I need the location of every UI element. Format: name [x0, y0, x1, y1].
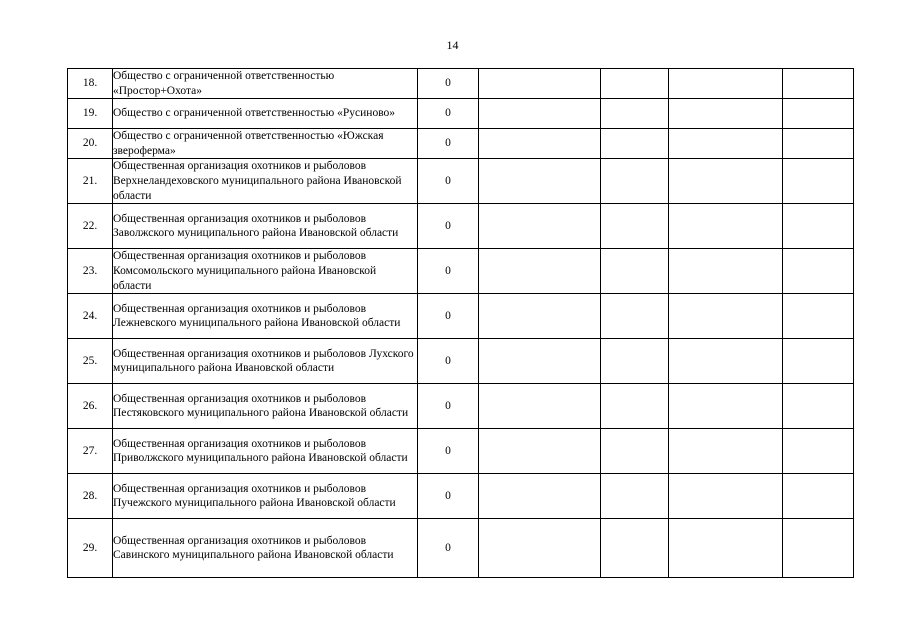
empty-cell [601, 159, 669, 204]
empty-cell [669, 129, 783, 159]
table-row [68, 249, 854, 294]
empty-cell [669, 339, 783, 384]
organization-name: Общественная организация охотников и рыболовов Пучежского муниципального района Ивановской области [113, 474, 418, 519]
empty-cell [601, 519, 669, 578]
organization-name: Общественная организация охотников и рыболовов Лежневского муниципального района Ивановской области [113, 294, 418, 339]
row-value: 0 [418, 519, 479, 578]
empty-cell [783, 249, 854, 294]
row-value: 0 [418, 69, 479, 99]
organization-name: Общественная организация охотников и рыболовов Пестяковского муниципального района Ивановской области [113, 384, 418, 429]
row-number: 25. [68, 339, 113, 384]
empty-cell [783, 294, 854, 339]
empty-cell [601, 474, 669, 519]
table-row [68, 69, 854, 99]
empty-cell [479, 339, 601, 384]
table-row [68, 129, 854, 159]
organization-name: Общество с ограниченной ответственностью «Простор+Охота» [113, 69, 418, 99]
empty-cell [783, 519, 854, 578]
organizations-table [67, 68, 854, 578]
empty-cell [783, 429, 854, 474]
organization-name: Общество с ограниченной ответственностью «Южская звероферма» [113, 129, 418, 159]
table-row [68, 339, 854, 384]
empty-cell [669, 294, 783, 339]
empty-cell [479, 249, 601, 294]
empty-cell [601, 69, 669, 99]
row-number: 22. [68, 204, 113, 249]
table-row [68, 159, 854, 204]
empty-cell [479, 429, 601, 474]
empty-cell [783, 474, 854, 519]
table-row [68, 474, 854, 519]
row-number: 24. [68, 294, 113, 339]
empty-cell [601, 339, 669, 384]
row-number: 19. [68, 99, 113, 129]
empty-cell [669, 69, 783, 99]
empty-cell [669, 474, 783, 519]
empty-cell [479, 384, 601, 429]
empty-cell [669, 159, 783, 204]
page-number: 14 [446, 38, 459, 52]
table-row [68, 294, 854, 339]
empty-cell [783, 159, 854, 204]
organization-name: Общественная организация охотников и рыболовов Савинского муниципального района Ивановской области [113, 519, 418, 578]
empty-cell [783, 339, 854, 384]
row-value: 0 [418, 339, 479, 384]
organization-name: Общество с ограниченной ответственностью «Русиново» [113, 99, 418, 129]
row-number: 23. [68, 249, 113, 294]
empty-cell [669, 519, 783, 578]
table-row [68, 204, 854, 249]
row-number: 27. [68, 429, 113, 474]
empty-cell [783, 204, 854, 249]
table-row [68, 519, 854, 578]
row-value: 0 [418, 384, 479, 429]
empty-cell [601, 99, 669, 129]
empty-cell [479, 204, 601, 249]
row-number: 28. [68, 474, 113, 519]
empty-cell [479, 294, 601, 339]
table-body [68, 69, 854, 578]
row-value: 0 [418, 474, 479, 519]
table-row [68, 384, 854, 429]
organization-name: Общественная организация охотников и рыболовов Лухского муниципального района Ивановской области [113, 339, 418, 384]
empty-cell [479, 69, 601, 99]
organization-name: Общественная организация охотников и рыболовов Заволжского муниципального района Ивановской области [113, 204, 418, 249]
row-number: 18. [68, 69, 113, 99]
empty-cell [479, 519, 601, 578]
empty-cell [601, 129, 669, 159]
empty-cell [479, 129, 601, 159]
empty-cell [601, 384, 669, 429]
empty-cell [601, 249, 669, 294]
row-value: 0 [418, 429, 479, 474]
empty-cell [479, 159, 601, 204]
empty-cell [783, 384, 854, 429]
row-value: 0 [418, 99, 479, 129]
empty-cell [669, 99, 783, 129]
row-value: 0 [418, 159, 479, 204]
empty-cell [669, 249, 783, 294]
row-number: 26. [68, 384, 113, 429]
empty-cell [783, 99, 854, 129]
empty-cell [669, 204, 783, 249]
row-value: 0 [418, 294, 479, 339]
row-number: 20. [68, 129, 113, 159]
organization-name: Общественная организация охотников и рыболовов Верхнеландеховского муниципального района Ивановской области [113, 159, 418, 204]
row-value: 0 [418, 129, 479, 159]
empty-cell [669, 384, 783, 429]
empty-cell [601, 294, 669, 339]
row-number: 29. [68, 519, 113, 578]
empty-cell [479, 99, 601, 129]
empty-cell [783, 129, 854, 159]
row-value: 0 [418, 204, 479, 249]
empty-cell [601, 429, 669, 474]
table-row [68, 429, 854, 474]
row-value: 0 [418, 249, 479, 294]
table-row [68, 99, 854, 129]
empty-cell [479, 474, 601, 519]
empty-cell [669, 429, 783, 474]
empty-cell [601, 204, 669, 249]
row-number: 21. [68, 159, 113, 204]
organization-name: Общественная организация охотников и рыболовов Комсомольского муниципального района Ивановской области [113, 249, 418, 294]
empty-cell [783, 69, 854, 99]
organization-name: Общественная организация охотников и рыболовов Приволжского муниципального района Ивановской области [113, 429, 418, 474]
